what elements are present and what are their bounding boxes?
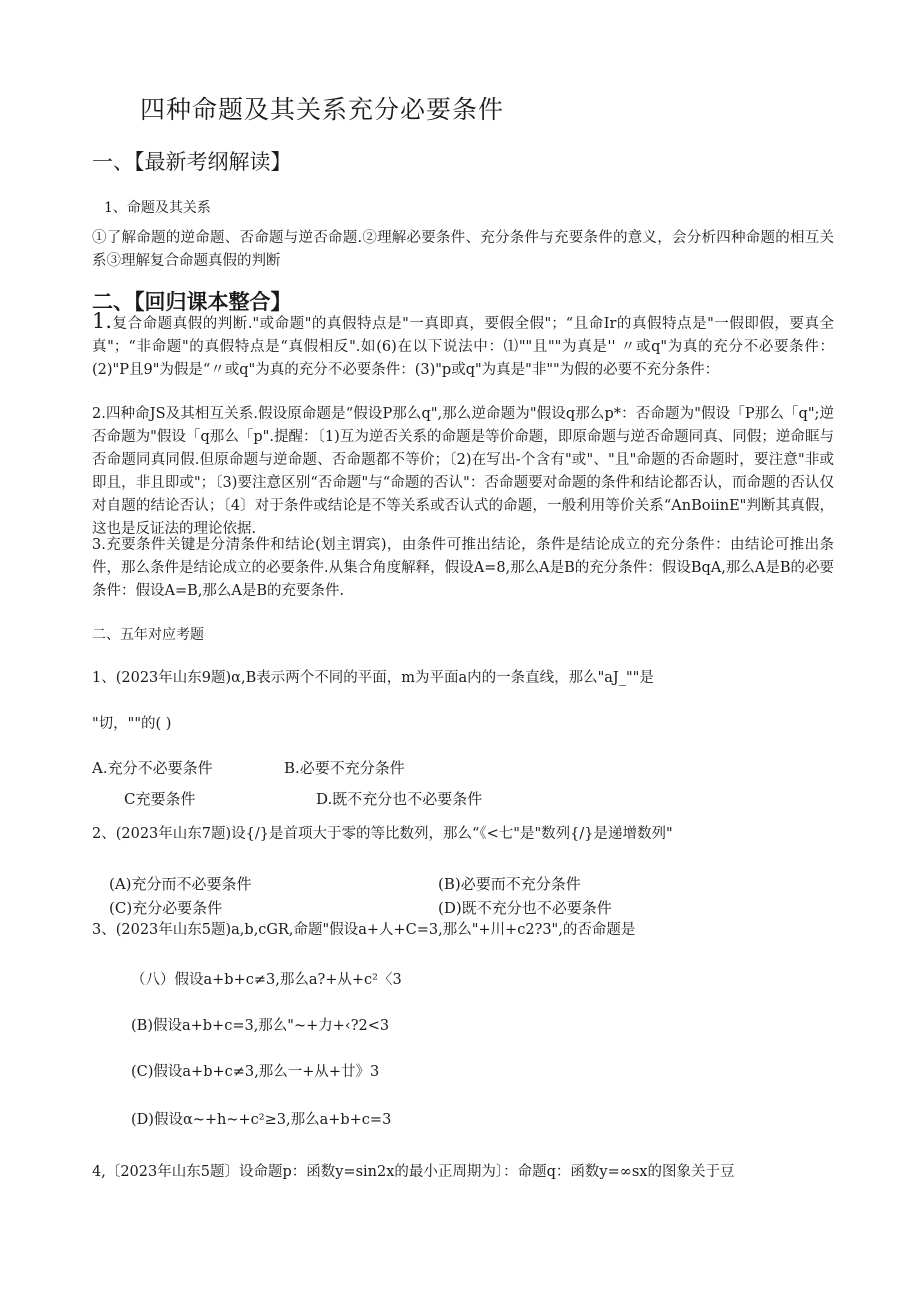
q1-option-c: C充要条件: [124, 790, 196, 808]
q2-option-c: (C)充分必要条件: [109, 899, 223, 917]
review-paragraph-1: [92, 310, 834, 382]
q3-option-a: （八）假设a+b+c≠3,那么a?+从+c²〈3: [131, 972, 402, 988]
syllabus-text: ①了解命题的逆命题、否命题与逆否命题.②理解必要条件、充分条件与充要条件的意义，会分析四种命题的相互关系③理解复合命题真假的判断: [92, 230, 834, 269]
question-2-stem: 2、(2023年山东7题)设{/}是首项大于零的等比数列，那么“《<七"是"数列{/}是递增数列": [92, 826, 673, 842]
paragraph-text: 复合命题真假的判断."或命题"的真假特点是"一真即真，要假全假"；“且命Ir的真假特点是"一假即假，要真全真"；“非命题"的真假特点是“真假相反".如(6)在以下说法中：⑴""且""为真是'' 〃或q"为真的充分不必要条件：(2)"P且9"为假是“〃或q"为真的充分不必要条件：(3)"p或q"为真是"非""为假的必要不充分条件：: [92, 316, 834, 378]
question-1-stem: 1、(2023年山东9题)α,B表示两个不同的平面，m为平面a内的一条直线，那么"aJ_""是: [92, 670, 654, 686]
section-heading-review: 二、【回归课本整合】: [92, 289, 292, 314]
page-title: 四种命题及其关系充分必要条件: [140, 95, 505, 124]
question-3-stem: 3、(2023年山东5题)a,b,cGR,命题"假设a+人+C=3,那么"+川+c2?3",的否命题是: [92, 922, 636, 938]
q3-option-d: (D)假设α~+h~+c²≥3,那么a+b+c=3: [131, 1112, 392, 1128]
section-heading-syllabus: 一、【最新考纲解读】: [92, 150, 292, 174]
paragraph-number: 1.: [92, 309, 113, 333]
q2-option-d: (D)既不充分也不必要条件: [438, 899, 612, 917]
subsection-title: 1、命题及其关系: [104, 200, 211, 216]
review-paragraph-3: 3.充要条件关键是分清条件和结论(划主谓宾)，由条件可推出结论，条件是结论成立的充分条件：由结论可推出条件，那么条件是结论成立的必要条件.从集合角度解释，假设A=8,那么A是B的充分条件：假设BqA,那么A是B的必要条件：假设A=B,那么A是B的充要条件.: [92, 537, 834, 599]
q2-option-b: (B)必要而不充分条件: [438, 875, 581, 893]
q3-option-c: (C)假设a+b+c≠3,那么一+从+廿》3: [131, 1064, 380, 1080]
question-4-stem: 4,〔2023年山东5题〕设命题p：函数y=sin2x的最小正周期为〕：命题q：函数y=∞sx的图象关于豆: [92, 1164, 735, 1180]
q1-option-a: A.充分不必要条件: [92, 759, 213, 777]
q1-option-b: B.必要不充分条件: [284, 759, 405, 777]
q2-option-a: (A)充分而不必要条件: [109, 875, 252, 893]
section-heading-exams: 二、五年对应考题: [92, 627, 204, 643]
question-1-stem-cont: "切，""的( ): [92, 716, 172, 732]
review-paragraph-2: 2.四种命JS及其相互关系.假设原命题是“假设P那么q",那么逆命题为"假设q那么p*：否命题为"假设「P那么「q";逆否命题为"假设「q那么「p".提醒：〔1)互为逆否关系的命题是等价命题，即原命题与逆否命题同真、同假；逆命眶与否命题同真同假.但原命题与逆命题、否命题都不等价；〔2)在写出-个含有"或"、"且"命题的否命题时，要注意"非或即且，非且即或"；〔3)要注意区别“否命题"与“命题的否认"：否命题要对命题的条件和结论都否认，而命题的否认仅对自题的结论否认；〔4〕对于条件或结论是不等关系或否认式的命题，一般利用等价关系“AnBoiinE"判断其真假，这也是反证法的理论依据.: [92, 406, 834, 537]
q3-option-b: (B)假设a+b+c=3,那么"~+力+‹?2<3: [131, 1018, 390, 1034]
q1-option-d: D.既不充分也不必要条件: [316, 790, 483, 808]
